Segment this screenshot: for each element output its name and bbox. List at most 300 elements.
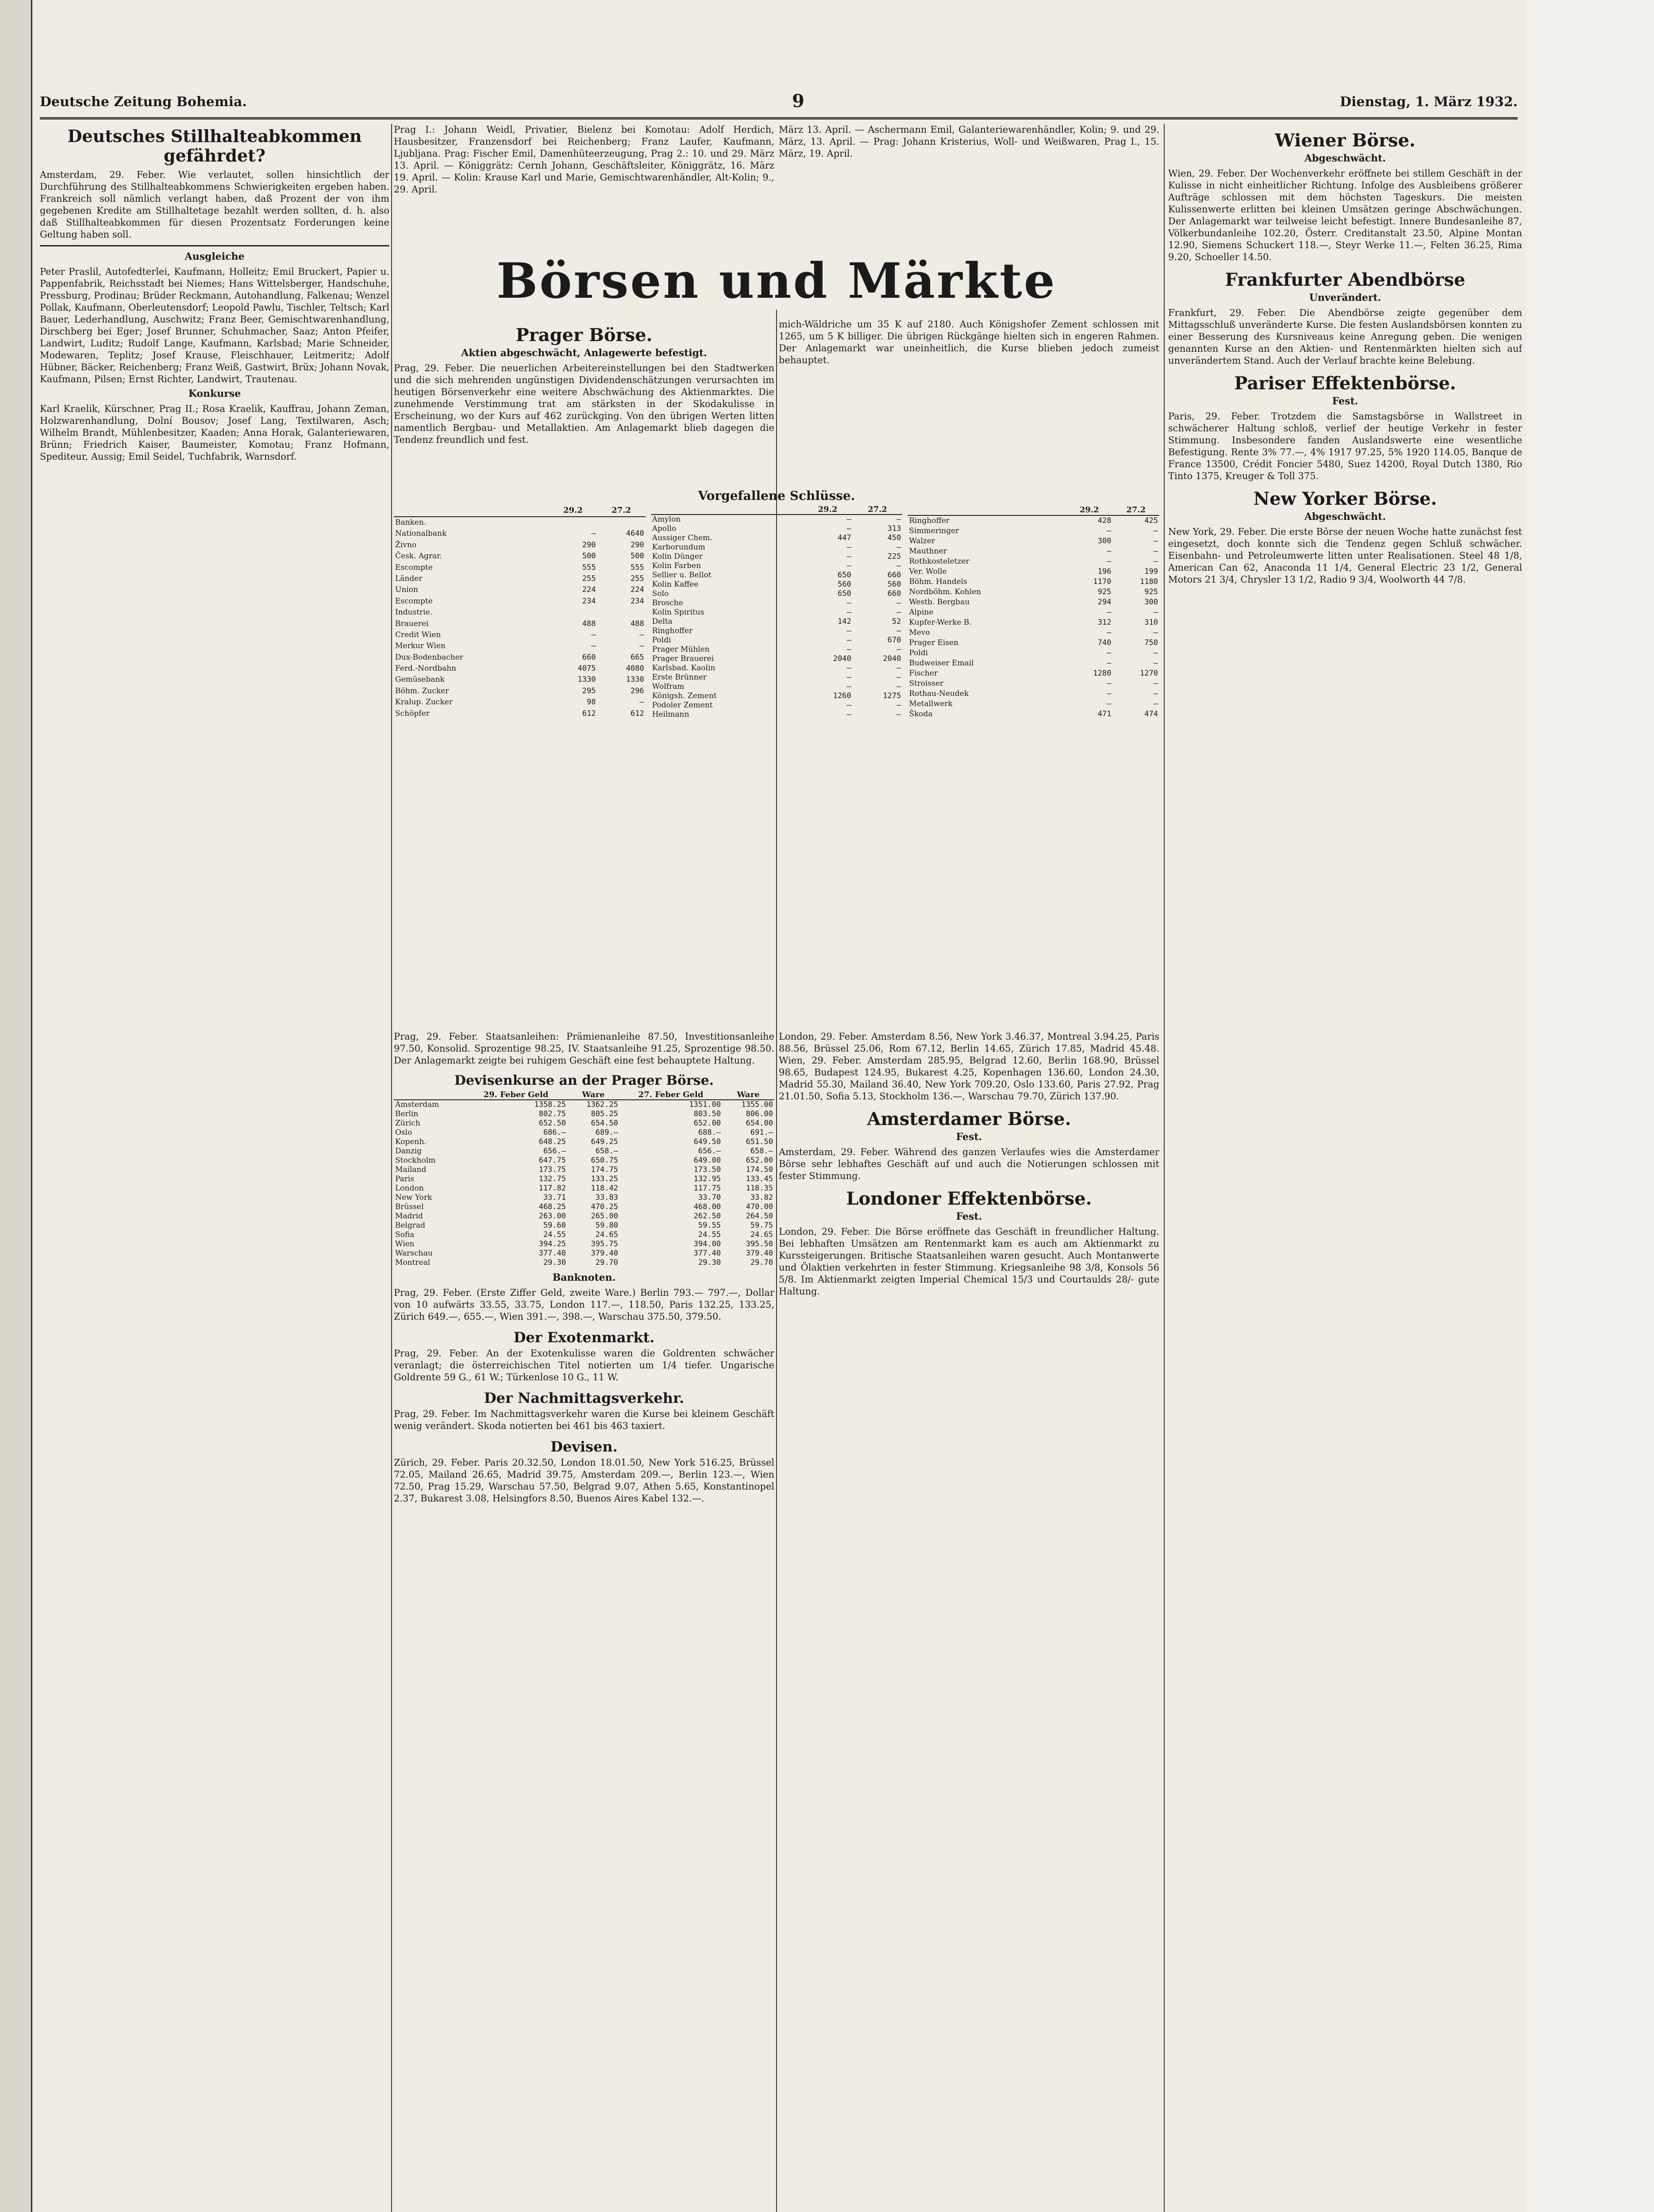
nachmittag-text: Prag, 29. Feber. Im Nachmittagsverkehr waren die Kurse bei kleinem Geschäft wenig verändert. Skoda notierten bei 461 bis 463 taxiert. xyxy=(394,1409,774,1431)
newyorker-title: New Yorker Börse. xyxy=(1253,488,1437,509)
table-cell: Kolin Dünger xyxy=(652,552,703,561)
stock-row xyxy=(394,652,646,663)
stock-row xyxy=(908,628,1159,638)
table-cell: 652.00 xyxy=(746,1156,773,1165)
table-cell: 688.— xyxy=(698,1128,721,1137)
table-cell: — xyxy=(1153,608,1158,617)
stock-row xyxy=(651,524,903,534)
stock-row xyxy=(394,596,646,607)
table-cell: 394.00 xyxy=(693,1240,721,1248)
article-lead: Amsterdam, 29. Feber. Wie verlautet, sollen hinsichtlich der Durchführung des Stillhalteabkommens Schwierigkeiten ergeben haben. Frankreich soll nämlich verlangt haben, daß Prozent der von ihm gegebenen Kredite am Stillhaltetage bezahlt werden sollten, d. h. also daß Stillhalteabkommen für diesen Prozentsatz Forderungen keine Geltung haben soll. xyxy=(40,169,389,240)
table-cell: 262.50 xyxy=(693,1212,721,1221)
column-rule xyxy=(1164,124,1165,2212)
table-cell: 488 xyxy=(630,619,644,628)
table-cell: 59.75 xyxy=(750,1221,773,1230)
table-cell: — xyxy=(1107,658,1112,668)
table-cell: — xyxy=(1107,526,1112,536)
column-3-bottom xyxy=(779,1031,1159,2212)
list-text: Peter Praslil, Autofedterlei, Kaufmann, Holleitz; Emil Bruckert, Papier u. Pappenfabrik, Reichsstadt bei Niemes; Hans Wittelsberger, Handschuhe, Pressburg, Prodinau; Brüder Reckmann, Autohandlung, Falkenau; Wenzel Pollak, Kaufmann, Oberleutensdorf; Leopold Pawlu, Tischler, Teltsch; Karl Bauer, Lederhandlung, Auschwitz; Franz Beer, Gemischtwarenhandlung, Dirschberg bei Eger; Josef Brunner, Schuhmacher, Saaz; Anton Pfeifer, Landwirt, Luditz; Rudolf Lange, Kaufmann, Karlsbad; Marie Schneider, Modewaren, Teplitz; Josef Krause, Fleischhauer, Leitmeritz; Adolf Hübner, Bäcker, Reichenberg; Franz Weiß, Gastwirt, Brüx; Johann Novak, Kaufmann, Pilsen; Ernst Richter, Landwirt, Trautenau. xyxy=(40,266,389,384)
stock-row xyxy=(908,526,1159,536)
table-cell: 1170 xyxy=(1093,577,1112,587)
table-cell: 98 xyxy=(586,698,596,707)
stock-row xyxy=(651,589,903,599)
table-cell: Prager Eisen xyxy=(909,638,959,647)
table-cell: Böhm. Zucker xyxy=(395,686,449,695)
devisen-row xyxy=(394,1193,774,1202)
table-cell: — xyxy=(1107,679,1112,688)
stock-row xyxy=(908,515,1159,526)
staatsanleihen-text: Prag, 29. Feber. Staatsanleihen: Prämienanleihe 87.50, Investitionsanleihe 97.50, Konsolid. Sprozentige 98.25, IV. Staatsanleihe 91.25, Sprozentige 98.50. Der Anlagemarkt zeigte bei ruhigem Geschäft eine fest behauptete Haltung. xyxy=(394,1031,774,1066)
table-cell: Wolfram xyxy=(652,682,685,691)
table-cell: — xyxy=(591,529,596,538)
page-margin xyxy=(1527,0,1654,2212)
table-cell: Zürich xyxy=(395,1119,420,1128)
devisen-prag-title: Devisenkurse an der Prager Börse. xyxy=(454,1073,714,1088)
table-cell: 654.00 xyxy=(746,1119,773,1128)
table-cell: 142 xyxy=(838,617,851,626)
stock-row xyxy=(651,701,903,710)
table-cell: 650 xyxy=(838,571,851,580)
table-cell: Podoler Zement xyxy=(652,701,713,710)
nachmittag-title: Der Nachmittagsverkehr. xyxy=(484,1390,685,1406)
table-cell: Mailand xyxy=(395,1165,427,1174)
table-cell: Prager Brauerei xyxy=(652,654,714,663)
table-cell: 1330 xyxy=(626,675,644,684)
table-cell: 24.65 xyxy=(595,1230,618,1239)
table-cell: — xyxy=(1153,658,1158,668)
table-cell: 312 xyxy=(1097,618,1112,627)
column-3-lower xyxy=(779,319,1159,478)
table-cell: — xyxy=(639,698,644,707)
banknoten-title: Banknoten. xyxy=(552,1272,616,1283)
table-cell: — xyxy=(846,710,851,719)
table-cell: Mauthner xyxy=(909,547,947,556)
table-cell: — xyxy=(896,515,901,524)
table-cell: 560 xyxy=(887,580,901,589)
table-cell: 802.75 xyxy=(539,1110,566,1118)
table-cell: 1355.00 xyxy=(741,1100,773,1109)
table-cell: Westb. Bergbau xyxy=(909,598,970,607)
table-cell: 670 xyxy=(887,636,901,645)
exoten-title: Der Exotenmarkt. xyxy=(513,1329,655,1346)
stock-row xyxy=(908,689,1159,699)
stock-row xyxy=(651,673,903,682)
table-cell: Kupfer-Werke B. xyxy=(909,618,972,627)
devisen-row xyxy=(394,1110,774,1119)
table-cell: — xyxy=(1153,628,1158,637)
table-cell: Ferd.-Nordbahn xyxy=(395,664,457,673)
table-cell: Fischer xyxy=(909,668,938,678)
table-cell: 665 xyxy=(630,653,644,662)
table-cell: Prager Mühlen xyxy=(652,645,710,654)
devisen-title: Devisen. xyxy=(550,1438,618,1455)
table-cell: 24.65 xyxy=(750,1230,773,1239)
devisen-row xyxy=(394,1258,774,1267)
table-cell: Amsterdam xyxy=(395,1100,439,1109)
table-cell: 224 xyxy=(630,585,644,595)
table-cell: — xyxy=(896,664,901,672)
devisen-row xyxy=(394,1100,774,1110)
table-cell: 805.25 xyxy=(591,1110,618,1118)
stock-row xyxy=(651,552,903,561)
londoner-sub: Fest. xyxy=(956,1211,982,1222)
stock-row xyxy=(394,517,646,529)
table-cell: — xyxy=(1153,699,1158,708)
frankfurter-text: Frankfurt, 29. Feber. Die Abendbörse zeigte gegenüber dem Mittagsschluß unveränderte Kurse. Die festen Auslandsbörsen konnten zu einer Besserung des Kursniveaus keine Anregung geben. Die wenigen genannten Kurse an den Aktien- und Rentenmärkten hielten sich auf unverändertem Stand. Auch der Verlauf brachte keine Belebung. xyxy=(1168,307,1522,366)
table-cell: 660 xyxy=(582,653,596,662)
stock-row xyxy=(908,658,1159,668)
table-cell: Česk. Agrar. xyxy=(395,552,442,561)
table-cell: — xyxy=(591,630,596,639)
page-number: 9 xyxy=(792,91,804,111)
table-cell: 379.40 xyxy=(746,1249,773,1258)
table-cell: 648.25 xyxy=(539,1137,566,1146)
table-cell: 313 xyxy=(887,524,901,533)
stock-row xyxy=(908,597,1159,607)
table-cell: 1280 xyxy=(1093,668,1112,678)
table-cell: 649.00 xyxy=(693,1156,721,1165)
table-cell: Oslo xyxy=(395,1128,412,1137)
table-header: 29.2 xyxy=(803,505,853,515)
table-cell: Delta xyxy=(652,617,673,626)
table-cell: 925 xyxy=(1097,588,1112,597)
table-cell: — xyxy=(896,543,901,552)
devisen-row xyxy=(394,1184,774,1193)
table-cell: 377.40 xyxy=(539,1249,566,1258)
table-cell: 296 xyxy=(630,686,644,695)
table-cell: — xyxy=(846,543,851,552)
devisen-table xyxy=(394,1090,774,1267)
table-cell: 224 xyxy=(582,585,596,595)
devisen-row xyxy=(394,1212,774,1221)
table-cell: 471 xyxy=(1097,709,1112,718)
table-cell: Aussiger Chem. xyxy=(652,534,712,542)
table-cell: 686.— xyxy=(543,1128,566,1137)
table-cell: — xyxy=(1153,557,1158,566)
table-cell: Nordböhm. Kohlen xyxy=(909,588,981,597)
table-header: 27.2 xyxy=(853,505,903,515)
wiener-title: Wiener Börse. xyxy=(1275,130,1416,151)
stock-row xyxy=(394,686,646,697)
devisen-row xyxy=(394,1221,774,1230)
schluesse-title: Vorgefallene Schlüsse. xyxy=(698,488,855,503)
table-cell: — xyxy=(1107,628,1112,637)
table-cell: — xyxy=(591,641,596,651)
table-cell: 656.— xyxy=(543,1147,566,1156)
table-cell: 225 xyxy=(887,552,901,561)
table-cell: 173.75 xyxy=(539,1165,566,1174)
stock-row xyxy=(908,607,1159,618)
devisen-row xyxy=(394,1249,774,1258)
stock-row xyxy=(651,534,903,543)
table-cell: — xyxy=(846,636,851,645)
table-cell: — xyxy=(896,701,901,710)
table-cell: Alpine xyxy=(909,608,934,617)
table-cell: Wien xyxy=(395,1240,415,1248)
table-cell: Poldi xyxy=(909,648,928,657)
table-cell: — xyxy=(846,561,851,570)
newspaper-name: Deutsche Zeitung Bohemia. xyxy=(40,94,247,110)
stock-row xyxy=(908,699,1159,709)
table-cell: 173.50 xyxy=(693,1165,721,1174)
stock-row xyxy=(908,709,1159,719)
table-cell: Živno xyxy=(395,540,417,549)
table-header: 27.2 xyxy=(1113,505,1160,515)
table-cell: — xyxy=(846,645,851,654)
table-cell: Brüssel xyxy=(395,1202,424,1211)
table-cell: 2040 xyxy=(833,654,851,663)
table-cell: 691.— xyxy=(750,1128,773,1137)
stock-row xyxy=(651,691,903,701)
table-cell: 750 xyxy=(1144,638,1158,647)
table-cell: 1275 xyxy=(883,691,901,700)
stock-table xyxy=(394,505,646,719)
table-cell xyxy=(597,607,645,618)
list-title: Ausgleiche xyxy=(185,251,245,262)
table-cell: Brauerei xyxy=(395,619,429,628)
table-cell: Danzig xyxy=(395,1147,422,1156)
table-cell: 395.50 xyxy=(746,1240,773,1248)
table-cell: New York xyxy=(395,1193,432,1202)
table-cell xyxy=(597,517,645,529)
table-header: Ware xyxy=(722,1090,774,1100)
table-cell xyxy=(549,517,597,529)
table-cell: 4075 xyxy=(577,664,596,673)
table-cell: 290 xyxy=(582,540,596,549)
section-title: Börsen und Märkte xyxy=(496,252,1057,309)
table-cell: — xyxy=(846,664,851,672)
table-cell: 428 xyxy=(1097,516,1112,526)
devisen-row xyxy=(394,1156,774,1165)
stock-row xyxy=(651,626,903,636)
table-cell: 470.00 xyxy=(746,1202,773,1211)
stock-row xyxy=(651,654,903,664)
stock-row xyxy=(908,536,1159,546)
table-cell: 650.75 xyxy=(591,1156,618,1165)
table-cell: Industrie. xyxy=(395,608,433,617)
table-cell: — xyxy=(1107,547,1112,556)
table-cell: 652.50 xyxy=(539,1119,566,1128)
table-cell: 234 xyxy=(582,596,596,606)
table-cell: 470.25 xyxy=(591,1202,618,1211)
frankfurter-sub: Unverändert. xyxy=(1309,292,1381,303)
table-cell: 199 xyxy=(1144,567,1158,576)
table-cell: 468.00 xyxy=(693,1202,721,1211)
stock-row xyxy=(394,641,646,652)
table-cell: 24.55 xyxy=(543,1230,566,1239)
stock-row xyxy=(651,636,903,645)
londoner-title: Londoner Effektenbörse. xyxy=(846,1188,1092,1209)
stock-table xyxy=(908,505,1159,719)
table-cell xyxy=(549,607,597,618)
prager-title: Prager Börse. xyxy=(515,325,653,346)
stock-row xyxy=(394,618,646,629)
stock-row xyxy=(394,663,646,674)
stock-row xyxy=(651,571,903,580)
stock-row xyxy=(394,551,646,562)
table-cell: 1330 xyxy=(577,675,596,684)
table-cell: 29.70 xyxy=(750,1258,773,1267)
table-cell: Warschau xyxy=(395,1249,433,1258)
table-cell: 1362.25 xyxy=(586,1100,618,1109)
konkurse-title: Konkurse xyxy=(188,388,241,399)
table-cell: Kolin Spiritus xyxy=(652,608,704,617)
table-header: 29. Feber Geld xyxy=(465,1090,567,1100)
londoner-text: London, 29. Feber. Die Börse eröffnete das Geschäft in freundlicher Haltung. Bei lebhaften Umsätzen am Rentenmarkt kam es auch am Aktienmarkt zu Kurssteigerungen. Britische Staatsanleihen waren gesucht. Auch Montanwerte und Ölaktien verkehrten in fester Stimmung. Kriegsanleihe 98 3/8, Konsols 56 5/8. Im Aktienmarkt zeigten Imperial Chemical 15/3 und Courtaulds 28/- gute Haltung. xyxy=(779,1226,1159,1297)
table-cell: 29.30 xyxy=(543,1258,566,1267)
table-cell: 647.75 xyxy=(539,1156,566,1165)
table-cell: 651.50 xyxy=(746,1137,773,1146)
table-cell: — xyxy=(896,626,901,635)
table-cell: 689.— xyxy=(595,1128,618,1137)
table-cell: — xyxy=(1153,526,1158,536)
table-cell: 59.55 xyxy=(698,1221,721,1230)
column-rule xyxy=(391,124,392,2212)
page-header xyxy=(40,91,1518,119)
table-cell: 29.30 xyxy=(698,1258,721,1267)
table-cell: Union xyxy=(395,585,418,595)
devisen-row xyxy=(394,1137,774,1147)
stock-row xyxy=(908,546,1159,557)
table-cell: 555 xyxy=(582,563,596,572)
table-cell: — xyxy=(846,608,851,617)
table-cell: 295 xyxy=(582,686,596,695)
stock-row xyxy=(394,584,646,595)
table-cell: — xyxy=(896,682,901,691)
table-cell: 118.42 xyxy=(591,1184,618,1193)
foreign-text: London, 29. Feber. Amsterdam 8.56, New York 3.46.37, Montreal 3.94.25, Paris 88.56, Brüssel 25.06, Rom 67.12, Berlin 14.65, Zürich 17.85, Madrid 45.48. Wien, 29. Feber. Amsterdam 285.95, Belgrad 12.60, Berlin 168.90, Brüssel 98.65, Budapest 124.95, Bukarest 4.25, Kopenhagen 136.60, London 24.30, Madrid 55.30, Mailand 36.40, New York 709.20, Oslo 133.60, Paris 27.92, Prag 21.01.50, Sofia 5.13, Stockholm 136.—, Warschau 79.70, Zürich 137.90. xyxy=(779,1031,1159,1102)
table-cell: 4640 xyxy=(626,529,644,538)
mid-text: mich-Wäldriche um 35 K auf 2180. Auch Königshofer Zement schlossen mit 1265, um 5 K billiger. Die übrigen Rückgänge hielten sich in engeren Rahmen. Der Anlagemarkt war uneinheitlich, die Kurse blieben jedoch zumeist behauptet. xyxy=(779,319,1159,365)
table-cell: — xyxy=(896,645,901,654)
table-cell: 468.25 xyxy=(539,1202,566,1211)
table-cell: Montreal xyxy=(395,1258,431,1267)
table-cell: 132.75 xyxy=(539,1175,566,1183)
table-cell: Erste Brünner xyxy=(652,673,707,682)
stock-row xyxy=(908,557,1159,567)
table-cell: — xyxy=(846,599,851,607)
table-cell: 806.00 xyxy=(746,1110,773,1118)
stock-row xyxy=(394,573,646,584)
table-cell: — xyxy=(1153,537,1158,546)
table-cell: Sellier u. Bellot xyxy=(652,571,712,580)
table-cell: Stockholm xyxy=(395,1156,436,1165)
stock-row xyxy=(651,710,903,719)
table-header xyxy=(394,1090,465,1100)
stock-row xyxy=(908,618,1159,628)
table-cell: 33.70 xyxy=(698,1193,721,1202)
table-cell: 29.70 xyxy=(595,1258,618,1267)
table-cell: Belgrad xyxy=(395,1221,426,1230)
table-cell: 377.40 xyxy=(693,1249,721,1258)
devisen-text: Zürich, 29. Feber. Paris 20.32.50, London 18.01.50, New York 516.25, Brüssel 72.05, Mailand 26.65, Madrid 39.75, Amsterdam 209.—, Berlin 123.—, Wien 72.50, Prag 15.29, Warschau 57.50, Belgrad 9.07, Athen 5.65, Konstantinopel 2.37, Bukarest 3.08, Helsingfors 8.50, Buenos Aires Kabel 132.—. xyxy=(394,1457,774,1504)
table-cell: Madrid xyxy=(395,1212,423,1221)
table-cell: 4080 xyxy=(626,664,644,673)
table-cell: 265.00 xyxy=(591,1212,618,1221)
table-cell: 263.00 xyxy=(539,1212,566,1221)
devisen-row xyxy=(394,1240,774,1249)
table-cell: Rothau-Neudek xyxy=(909,689,969,698)
table-cell: 394.25 xyxy=(539,1240,566,1248)
table-cell: Paris xyxy=(395,1175,415,1183)
table-cell: — xyxy=(1153,648,1158,657)
table-cell: 24.55 xyxy=(698,1230,721,1239)
table-cell: Mevo xyxy=(909,628,930,637)
wiener-sub: Abgeschwächt. xyxy=(1304,153,1386,164)
table-cell: — xyxy=(846,682,851,691)
table-cell: Simmeringer xyxy=(909,526,959,536)
devisen-row xyxy=(394,1165,774,1175)
column-2-bottom xyxy=(394,1031,774,2212)
table-cell: Credit Wien xyxy=(395,630,441,639)
table-cell: Ver. Wolle xyxy=(909,567,947,576)
stock-row xyxy=(394,607,646,618)
stock-row xyxy=(651,599,903,608)
notices-text-2: März 13. April. — Aschermann Emil, Galanteriewarenhändler, Kolin; 9. und 29. März, 13. April. — Prag: Johann Kristerius, Woll- und Weißwaren, Prag I., 15. März, 19. April. xyxy=(779,124,1159,159)
table-header: 29.2 xyxy=(1066,505,1112,515)
table-cell: Sofia xyxy=(395,1230,415,1239)
stock-row xyxy=(908,679,1159,689)
table-cell: 395.75 xyxy=(591,1240,618,1248)
divider xyxy=(40,245,389,246)
table-cell: — xyxy=(896,673,901,682)
table-cell: — xyxy=(846,673,851,682)
table-cell: 379.40 xyxy=(591,1249,618,1258)
table-cell: Škoda xyxy=(909,709,933,718)
table-cell: 174.50 xyxy=(746,1165,773,1174)
table-cell: 117.82 xyxy=(539,1184,566,1193)
table-cell: Apollo xyxy=(652,524,677,533)
stock-row xyxy=(651,682,903,691)
table-cell: 300 xyxy=(1097,537,1112,546)
article-headline: Deutsches Stillhalteabkommen gefährdet? xyxy=(67,126,362,165)
amsterdamer-text: Amsterdam, 29. Feber. Während des ganzen Verlaufes wies die Amsterdamer Börse sehr lebhaftes Geschäft auf und auch die Notierungen schlossen mit fester Stimmung. xyxy=(779,1147,1159,1181)
section-title-block xyxy=(394,248,1159,315)
table-cell: Escompte xyxy=(395,596,433,606)
frankfurter-title: Frankfurter Abendbörse xyxy=(1225,269,1466,290)
table-cell: Metallwerk xyxy=(909,699,953,708)
table-cell: 474 xyxy=(1144,709,1158,718)
table-cell: Karborundum xyxy=(652,543,705,552)
devisen-row xyxy=(394,1230,774,1240)
table-cell: — xyxy=(1153,547,1158,556)
table-cell: — xyxy=(896,710,901,719)
table-cell: 612 xyxy=(582,709,596,718)
stock-row xyxy=(651,561,903,571)
banknoten-text: Prag, 29. Feber. (Erste Ziffer Geld, zweite Ware.) Berlin 793.— 797.—, Dollar von 10 aufwärts 33.55, 33.75, London 117.—, 118.50, Paris 132.25, 133.25, Zürich 649.—, 655.—, Wien 391.—, 398.—, Warschau 375.50, 379.50. xyxy=(394,1287,774,1322)
table-cell: — xyxy=(846,524,851,533)
table-cell: — xyxy=(1153,679,1158,688)
table-cell: 652.00 xyxy=(693,1119,721,1128)
stock-row xyxy=(908,577,1159,587)
table-cell: 740 xyxy=(1097,638,1112,647)
newyorker-text: New York, 29. Feber. Die erste Börse der neuen Woche hatte zunächst fest eingesetzt, doch konnte sich die Tendenz gegen Schluß schwächer. Eisenbahn- und Petroleumwerte litten unter Realisationen. Steel 48 1/8, American Can 62, Anaconda 11 1/4, General Electric 23 1/2, General Motors 21 3/4, Chrysler 13 1/2, Radio 9 3/4, Woolworth 44 7/8. xyxy=(1168,526,1522,585)
table-cell: 300 xyxy=(1144,598,1158,607)
table-cell: 803.50 xyxy=(693,1110,721,1118)
table-cell: 650 xyxy=(838,589,851,598)
table-cell: — xyxy=(896,608,901,617)
stock-row xyxy=(908,638,1159,648)
table-cell: 656.— xyxy=(698,1147,721,1156)
table-cell: 255 xyxy=(630,574,644,583)
table-cell: 33.83 xyxy=(595,1193,618,1202)
amsterdamer-sub: Fest. xyxy=(956,1131,982,1143)
table-cell: 654.50 xyxy=(591,1119,618,1128)
table-header xyxy=(908,505,1066,515)
table-cell: 2040 xyxy=(883,654,901,663)
table-cell: — xyxy=(1107,689,1112,698)
stock-row xyxy=(651,515,903,524)
